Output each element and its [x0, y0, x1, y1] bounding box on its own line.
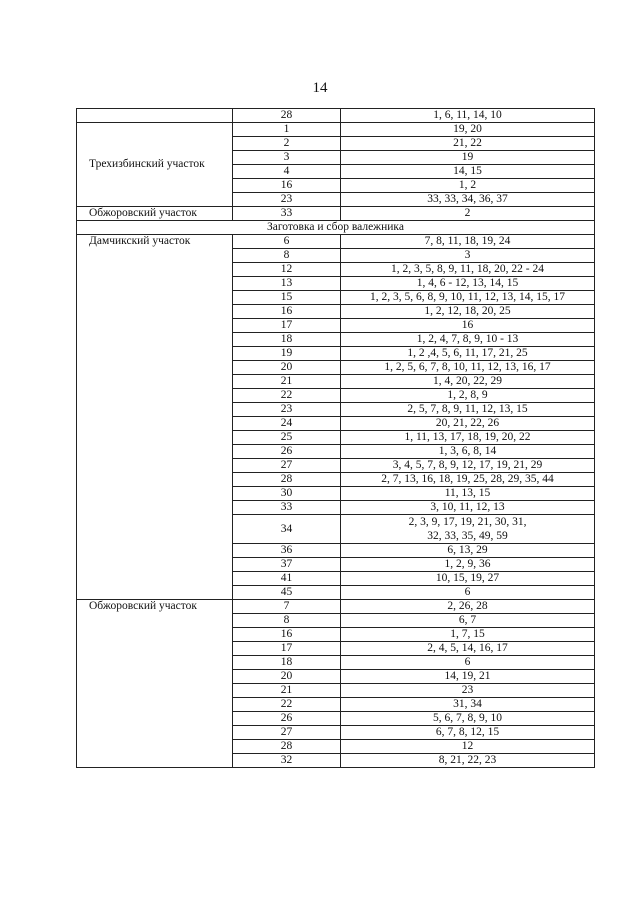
plots-cell: 1, 2, 9, 36: [341, 558, 595, 572]
quarter-cell: 2: [233, 137, 341, 151]
plots-cell: 1, 2: [341, 179, 595, 193]
plots-cell: 6: [341, 586, 595, 600]
subheader-row: [77, 221, 595, 235]
plots-cell: 6: [341, 656, 595, 670]
quarter-cell: 19: [233, 347, 341, 361]
plots-cell: 1, 4, 20, 22, 29: [341, 375, 595, 389]
quarter-cell: 24: [233, 417, 341, 431]
plots-cell: 8, 21, 22, 23: [341, 754, 595, 768]
plots-line: 32, 33, 35, 49, 59: [427, 530, 508, 542]
quarter-cell: 27: [233, 459, 341, 473]
plots-cell: 14, 19, 21: [341, 670, 595, 684]
quarter-cell: 15: [233, 291, 341, 305]
plots-cell: 6, 13, 29: [341, 544, 595, 558]
plots-cell: 2, 7, 13, 16, 18, 19, 25, 28, 29, 35, 44: [341, 473, 595, 487]
quarter-cell: 37: [233, 558, 341, 572]
quarter-cell: 26: [233, 712, 341, 726]
plots-cell: 33, 33, 34, 36, 37: [341, 193, 595, 207]
allotment-table: [76, 108, 595, 768]
plots-cell: 3: [341, 249, 595, 263]
quarter-cell: 21: [233, 375, 341, 389]
quarter-cell: 7: [233, 600, 341, 614]
plots-cell: 1, 3, 6, 8, 14: [341, 445, 595, 459]
quarter-cell: 6: [233, 235, 341, 249]
quarter-cell: 32: [233, 754, 341, 768]
quarter-cell: 45: [233, 586, 341, 600]
quarter-cell: 41: [233, 572, 341, 586]
quarter-cell: 30: [233, 487, 341, 501]
plots-cell: 20, 21, 22, 26: [341, 417, 595, 431]
plots-cell: 2, 26, 28: [341, 600, 595, 614]
plots-cell: 16: [341, 319, 595, 333]
section-cell: Дамчикский участок: [77, 235, 233, 600]
quarter-cell: 16: [233, 305, 341, 319]
plots-cell: 5, 6, 7, 8, 9, 10: [341, 712, 595, 726]
plots-cell: [341, 515, 595, 544]
quarter-cell: 22: [233, 698, 341, 712]
quarter-cell: 13: [233, 277, 341, 291]
quarter-cell: 17: [233, 642, 341, 656]
plots-cell: 12: [341, 740, 595, 754]
plots-cell: 2: [341, 207, 595, 221]
quarter-cell: 21: [233, 684, 341, 698]
plots-cell: 1, 6, 11, 14, 10: [341, 109, 595, 123]
plots-cell: 1, 2, 8, 9: [341, 389, 595, 403]
plots-cell: 3, 4, 5, 7, 8, 9, 12, 17, 19, 21, 29: [341, 459, 595, 473]
plots-cell: 19: [341, 151, 595, 165]
plots-cell: 31, 34: [341, 698, 595, 712]
quarter-cell: 8: [233, 249, 341, 263]
plots-cell: 1, 2, 3, 5, 8, 9, 11, 18, 20, 22 - 24: [341, 263, 595, 277]
plots-cell: 1, 2, 3, 5, 6, 8, 9, 10, 11, 12, 13, 14, 15, 17: [341, 291, 595, 305]
quarter-cell: 16: [233, 179, 341, 193]
plots-line: 2, 3, 9, 17, 19, 21, 30, 31,: [408, 516, 527, 528]
quarter-cell: 22: [233, 389, 341, 403]
plots-cell: 6, 7, 8, 12, 15: [341, 726, 595, 740]
quarter-cell: 27: [233, 726, 341, 740]
quarter-cell: 4: [233, 165, 341, 179]
plots-cell: 7, 8, 11, 18, 19, 24: [341, 235, 595, 249]
section-cell: Обжоровский участок: [77, 600, 233, 768]
quarter-cell: 17: [233, 319, 341, 333]
quarter-cell: 18: [233, 656, 341, 670]
quarter-cell: 28: [233, 109, 341, 123]
plots-cell: 1, 4, 6 - 12, 13, 14, 15: [341, 277, 595, 291]
quarter-cell: 3: [233, 151, 341, 165]
quarter-cell: 33: [233, 501, 341, 515]
section-cell: [77, 109, 233, 123]
subheader-cell: Заготовка и сбор валежника: [77, 221, 595, 235]
plots-cell: 10, 15, 19, 27: [341, 572, 595, 586]
quarter-cell: 33: [233, 207, 341, 221]
plots-cell: 1, 2 ,4, 5, 6, 11, 17, 21, 25: [341, 347, 595, 361]
plots-cell: 11, 13, 15: [341, 487, 595, 501]
plots-cell: 14, 15: [341, 165, 595, 179]
quarter-cell: 34: [233, 515, 341, 544]
plots-cell: 19, 20: [341, 123, 595, 137]
quarter-cell: 28: [233, 740, 341, 754]
quarter-cell: 23: [233, 193, 341, 207]
plots-cell: 2, 5, 7, 8, 9, 11, 12, 13, 15: [341, 403, 595, 417]
quarter-cell: 1: [233, 123, 341, 137]
page-number: 14: [312, 80, 328, 96]
table-row: [77, 109, 595, 123]
quarter-cell: 28: [233, 473, 341, 487]
section-cell: Трехизбинский участок: [77, 123, 233, 207]
quarter-cell: 16: [233, 628, 341, 642]
quarter-cell: 18: [233, 333, 341, 347]
quarter-cell: 8: [233, 614, 341, 628]
section-cell: Обжоровский участок: [77, 207, 233, 221]
quarter-cell: 26: [233, 445, 341, 459]
table-row: [77, 123, 595, 137]
plots-cell: 23: [341, 684, 595, 698]
table-row: [77, 600, 595, 614]
quarter-cell: 23: [233, 403, 341, 417]
plots-cell: 1, 2, 4, 7, 8, 9, 10 - 13: [341, 333, 595, 347]
plots-cell: 6, 7: [341, 614, 595, 628]
table-row: [77, 207, 595, 221]
quarter-cell: 36: [233, 544, 341, 558]
plots-cell: 3, 10, 11, 12, 13: [341, 501, 595, 515]
plots-cell: 1, 7, 15: [341, 628, 595, 642]
plots-cell: 21, 22: [341, 137, 595, 151]
table-row: [77, 235, 595, 249]
quarter-cell: 12: [233, 263, 341, 277]
plots-cell: 1, 11, 13, 17, 18, 19, 20, 22: [341, 431, 595, 445]
quarter-cell: 25: [233, 431, 341, 445]
plots-cell: 1, 2, 12, 18, 20, 25: [341, 305, 595, 319]
quarter-cell: 20: [233, 670, 341, 684]
plots-cell: 2, 4, 5, 14, 16, 17: [341, 642, 595, 656]
quarter-cell: 20: [233, 361, 341, 375]
plots-cell: 1, 2, 5, 6, 7, 8, 10, 11, 12, 13, 16, 17: [341, 361, 595, 375]
